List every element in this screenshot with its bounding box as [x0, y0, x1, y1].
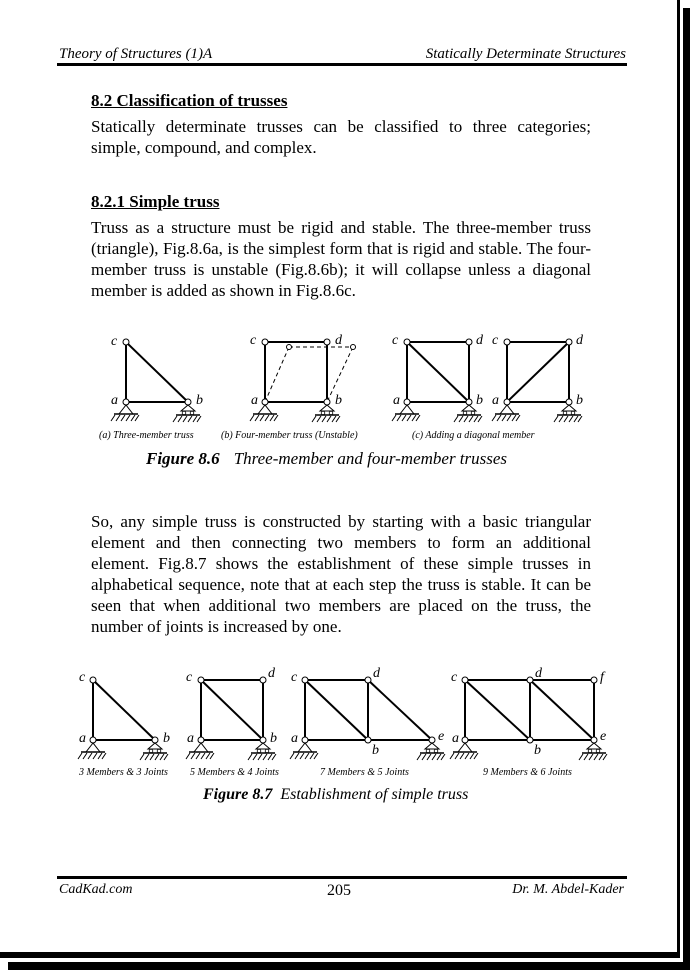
- subsection-text: Truss as a structure must be rigid and stable. The three-member truss (triangle), Fig.8.6a, is the simplest form that is rigid and stable. The four-member truss is unstable (Fig.8.6b); it will collapse unless a diagonal member is added as shown in Fig.8.6c.: [91, 218, 591, 300]
- fig87-4-truss: [465, 680, 594, 740]
- footer-right: Dr. M. Abdel-Kader: [512, 882, 624, 897]
- fig87-4-label-b: b: [534, 743, 541, 758]
- fig86c1-label-b: b: [476, 393, 483, 408]
- fig86-label-c: c: [111, 334, 118, 349]
- fig86b-label-c: c: [250, 333, 257, 348]
- fig87-2-label-c: c: [186, 670, 193, 685]
- figure-87-title: Establishment of simple truss: [280, 786, 469, 803]
- fig87-1-label-a: a: [79, 731, 86, 746]
- fig86c2-label-b: b: [576, 393, 583, 408]
- fig87-subcaption-1: 3 Members & 3 Joints: [79, 767, 168, 778]
- fig86b-label-d: d: [335, 333, 342, 348]
- fig87-3-label-a: a: [291, 731, 298, 746]
- header-right: Statically Determinate Structures: [425, 46, 626, 62]
- fig86-label-b: b: [196, 393, 203, 408]
- fig87-3-label-e: e: [438, 729, 445, 744]
- fig86c1-label-c: c: [392, 333, 399, 348]
- fig86b-label-a: a: [251, 393, 258, 408]
- paragraph-2: So, any simple truss is constructed by starting with a basic triangular element and then connecting two members to form an additional element. Fig.8.7 shows the establishment of these simple trusses in alphabetical sequence, note that at each step the truss is stable. It can be seen that when additional two members are placed on the truss, the number of joints is increased by one.: [91, 512, 591, 636]
- fig87-3-label-b: b: [372, 743, 379, 758]
- figure-86-title: Three-member and four-member trusses: [233, 449, 508, 468]
- fig87-3-label-c: c: [291, 670, 298, 685]
- fig87-subcaption-4: 9 Members & 6 Joints: [483, 767, 572, 778]
- fig86c1-label-d: d: [476, 333, 483, 348]
- footer-left: CadKad.com: [59, 882, 133, 897]
- fig87-2-label-d: d: [268, 666, 275, 681]
- subsection-heading: 8.2.1 Simple truss: [91, 192, 220, 211]
- figure-86-label: Figure 8.6: [146, 449, 220, 468]
- page-number: 205: [327, 882, 351, 899]
- fig87-4-label-d: d: [535, 666, 542, 681]
- fig87-subcaption-2: 5 Members & 4 Joints: [190, 767, 279, 778]
- footer-rule: [57, 876, 627, 879]
- fig86c2-label-d: d: [576, 333, 583, 348]
- fig87-1-label-b: b: [163, 731, 170, 746]
- fig86c2-label-a: a: [492, 393, 499, 408]
- figure-87-label: Figure 8.7: [203, 786, 273, 803]
- fig86-label-a: a: [111, 393, 118, 408]
- fig86-c1-truss: [407, 342, 469, 402]
- fig87-2-truss: [201, 680, 263, 740]
- fig87-4-label-f: f: [600, 670, 604, 685]
- fig86b-label-b: b: [335, 393, 342, 408]
- fig87-3-truss: [305, 680, 432, 740]
- fig86-subcaption-c: (c) Adding a diagonal member: [412, 430, 535, 441]
- fig86c1-label-a: a: [393, 393, 400, 408]
- fig87-1-label-c: c: [79, 670, 86, 685]
- fig86-subcaption-b: (b) Four-member truss (Unstable): [221, 430, 358, 441]
- fig87-2-label-a: a: [187, 731, 194, 746]
- section-heading: 8.2 Classification of trusses: [91, 91, 288, 110]
- fig87-2-label-b: b: [270, 731, 277, 746]
- fig87-3-label-d: d: [373, 666, 380, 681]
- fig86-subcaption-a: (a) Three-member truss: [99, 430, 194, 441]
- fig87-subcaption-3: 7 Members & 5 Joints: [320, 767, 409, 778]
- section-text: Statically determinate trusses can be classified to three categories; simple, compound, and complex.: [91, 117, 591, 157]
- figure-87-caption: [203, 786, 468, 804]
- header-left: Theory of Structures (1)A: [59, 46, 213, 62]
- fig86-a-truss: [126, 342, 188, 402]
- figure-86-caption: [146, 449, 507, 469]
- fig87-1-truss: [93, 680, 155, 740]
- fig87-4-label-e: e: [600, 729, 607, 744]
- fig86-c2-truss: [507, 342, 569, 402]
- fig87-4-label-c: c: [451, 670, 458, 685]
- fig87-4-label-a: a: [452, 731, 459, 746]
- fig86c2-label-c: c: [492, 333, 499, 348]
